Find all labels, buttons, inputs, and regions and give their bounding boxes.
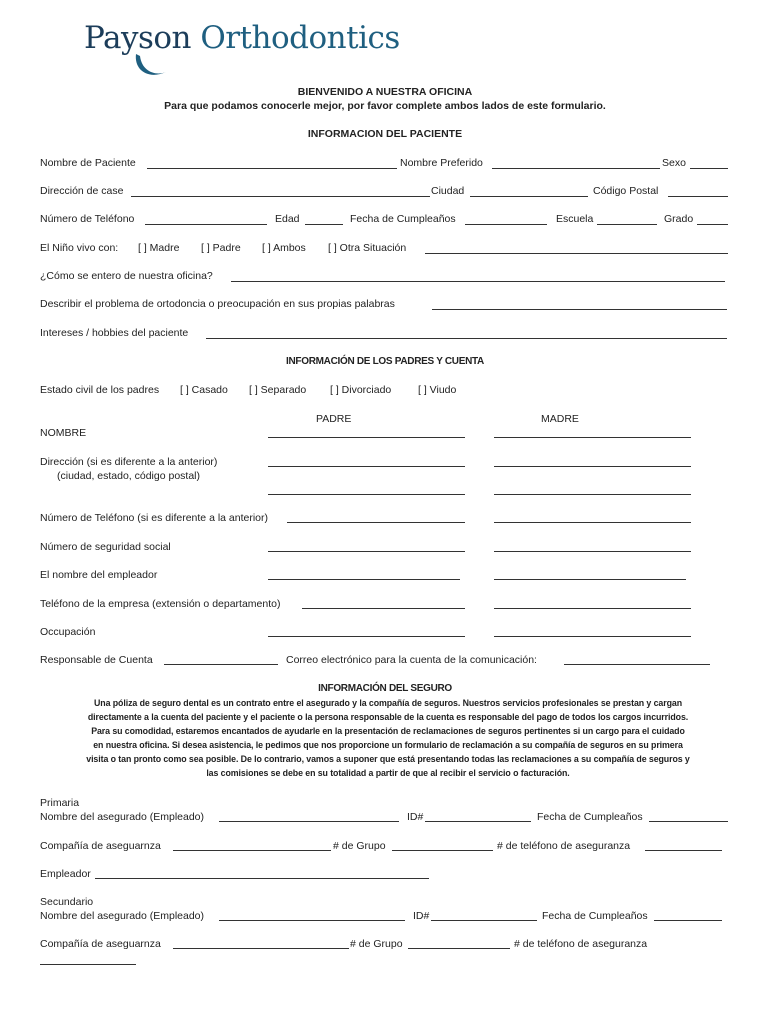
school-label: Escuela [556, 213, 594, 225]
birthday-field[interactable] [465, 224, 547, 225]
parent-name-label: NOMBRE [40, 427, 87, 439]
parent-address-label: Dirección (si es diferente a la anterior) [40, 456, 218, 468]
logo-word-payson: Payson [84, 20, 191, 56]
age-label: Edad [275, 213, 300, 225]
widowed-checkbox[interactable]: [ ] Viudo [418, 384, 457, 396]
secondary-birthday-label: Fecha de Cumpleaños [542, 910, 648, 922]
secondary-id-field[interactable] [431, 920, 537, 921]
father-occupation-field[interactable] [268, 636, 465, 637]
lives-with-both-checkbox[interactable]: [ ] Ambos [262, 242, 306, 254]
divorced-checkbox[interactable]: [ ] Divorciado [330, 384, 392, 396]
father-address-field-2[interactable] [268, 494, 465, 495]
ssn-label: Número de seguridad social [40, 541, 171, 553]
logo-word-orthodontics: Orthodontics [200, 20, 400, 56]
phone-label: Número de Teléfono [40, 213, 135, 225]
hobbies-label: Intereses / hobbies del paciente [40, 327, 189, 339]
primary-insured-name-field[interactable] [219, 821, 399, 822]
father-employer-field[interactable] [268, 579, 460, 580]
mother-address-field-1[interactable] [494, 466, 691, 467]
address-field[interactable] [131, 196, 430, 197]
married-checkbox[interactable]: [ ] Casado [180, 384, 228, 396]
occupation-label: Occupación [40, 626, 96, 638]
email-field[interactable] [564, 664, 710, 665]
primary-birthday-field[interactable] [649, 821, 728, 822]
insurance-text-line-2: directamente a la cuenta del paciente y el paciente o la persona responsable de la cuenta es responsable del pago de todos los cargos incurridos. [87, 712, 689, 723]
secondary-insured-name-label: Nombre del asegurado (Empleado) [40, 910, 205, 922]
problem-field[interactable] [432, 309, 727, 310]
primary-company-field[interactable] [173, 850, 331, 851]
insurance-text-line-6: las comisiones se debe en su totalidad a partir de que al recibir el servicio o facturación. [206, 768, 570, 779]
primary-group-field[interactable] [392, 850, 493, 851]
parent-address-sublabel: (ciudad, estado, código postal) [57, 470, 201, 482]
parents-section-title: INFORMACIÓN DE LOS PADRES Y CUENTA [286, 356, 484, 367]
referral-field[interactable] [231, 281, 725, 282]
secondary-label: Secundario [40, 896, 94, 908]
father-work-phone-field[interactable] [302, 608, 465, 609]
father-address-field-1[interactable] [268, 466, 465, 467]
city-label: Ciudad [431, 185, 465, 197]
insurance-section-title: INFORMACIÓN DEL SEGURO [318, 683, 452, 694]
age-field[interactable] [305, 224, 343, 225]
lives-with-label: El Niño vivo con: [40, 242, 119, 254]
insurance-text-line-1: Una póliza de seguro dental es un contrato entre el asegurado y la compañía de seguros. Nuestros servicios profesionales se prestan y cargan [94, 698, 682, 709]
hobbies-field[interactable] [206, 338, 727, 339]
sex-label: Sexo [662, 157, 686, 169]
secondary-group-label: # de Grupo [350, 938, 403, 950]
secondary-ins-phone-field[interactable] [40, 964, 136, 965]
welcome-title: BIENVENIDO A NUESTRA OFICINA [297, 86, 473, 98]
insurance-text-line-5: visita o tan pronto como sea posible. De lo contrario, vamos a suponer que está presentando todas las reclamaciones a su compañía de seguros y [86, 754, 690, 765]
insurance-text-line-3: Para su comodidad, estaremos encantados de ayudarle en la presentación de reclamaciones de seguros pertinentes si un cargo para el cuidado [91, 726, 685, 737]
father-name-field[interactable] [268, 437, 465, 438]
logo-swoosh-icon [132, 48, 172, 84]
lives-with-father-checkbox[interactable]: [ ] Padre [201, 242, 241, 254]
insurance-text-line-4: en nuestra oficina. Si desea asistencia, le pedimos que nos proporcione un formulario de reclamación a su compañía de seguros en su primera [93, 740, 683, 751]
city-field[interactable] [470, 196, 588, 197]
primary-id-label: ID# [407, 811, 424, 823]
welcome-subtitle: Para que podamos conocerle mejor, por favor complete ambos lados de este formulario. [164, 100, 606, 112]
zip-field[interactable] [668, 196, 728, 197]
mother-ssn-field[interactable] [494, 551, 691, 552]
secondary-insured-name-field[interactable] [219, 920, 405, 921]
separated-checkbox[interactable]: [ ] Separado [249, 384, 307, 396]
mother-name-field[interactable] [494, 437, 691, 438]
problem-label: Describir el problema de ortodoncia o preocupación en sus propias palabras [40, 298, 395, 310]
secondary-group-field[interactable] [408, 948, 510, 949]
primary-ins-phone-label: # de teléfono de aseguranza [497, 840, 631, 852]
sex-field[interactable] [690, 168, 728, 169]
secondary-ins-phone-label: # de teléfono de aseguranza [514, 938, 648, 950]
patient-name-label: Nombre de Paciente [40, 157, 136, 169]
phone-field[interactable] [145, 224, 267, 225]
primary-employer-field[interactable] [95, 878, 429, 879]
lives-with-other-checkbox[interactable]: [ ] Otra Situación [328, 242, 407, 254]
birthday-label: Fecha de Cumpleaños [350, 213, 456, 225]
address-label: Dirección de case [40, 185, 124, 197]
responsible-label: Responsable de Cuenta [40, 654, 153, 666]
grade-label: Grado [664, 213, 694, 225]
secondary-company-label: Compañía de aseguarnza [40, 938, 161, 950]
primary-insured-name-label: Nombre del asegurado (Empleado) [40, 811, 205, 823]
lives-with-mother-checkbox[interactable]: [ ] Madre [138, 242, 180, 254]
patient-name-field[interactable] [147, 168, 397, 169]
patient-section-title: INFORMACION DEL PACIENTE [307, 128, 463, 140]
primary-employer-label: Empleador [40, 868, 91, 880]
marital-label: Estado civil de los padres [40, 384, 160, 396]
secondary-birthday-field[interactable] [654, 920, 722, 921]
mother-occupation-field[interactable] [494, 636, 691, 637]
preferred-name-field[interactable] [492, 168, 660, 169]
other-situation-field[interactable] [425, 253, 728, 254]
grade-field[interactable] [697, 224, 728, 225]
referral-label: ¿Cómo se entero de nuestra oficina? [40, 270, 213, 282]
secondary-id-label: ID# [413, 910, 430, 922]
mother-address-field-2[interactable] [494, 494, 691, 495]
father-ssn-field[interactable] [268, 551, 465, 552]
preferred-name-label: Nombre Preferido [400, 157, 483, 169]
father-column-header: PADRE [316, 413, 352, 425]
parent-phone-label: Número de Teléfono (si es diferente a la anterior) [40, 512, 269, 524]
primary-ins-phone-field[interactable] [645, 850, 722, 851]
work-phone-label: Teléfono de la empresa (extensión o departamento) [40, 598, 281, 610]
primary-label: Primaria [40, 797, 80, 809]
mother-work-phone-field[interactable] [494, 608, 691, 609]
father-phone-field[interactable] [287, 522, 465, 523]
primary-id-field[interactable] [425, 821, 531, 822]
email-label: Correo electrónico para la cuenta de la comunicación: [286, 654, 537, 666]
primary-birthday-label: Fecha de Cumpleaños [537, 811, 643, 823]
school-field[interactable] [597, 224, 657, 225]
mother-employer-field[interactable] [494, 579, 686, 580]
secondary-company-field[interactable] [173, 948, 349, 949]
primary-group-label: # de Grupo [333, 840, 386, 852]
zip-label: Código Postal [593, 185, 659, 197]
mother-column-header: MADRE [541, 413, 579, 425]
employer-label: El nombre del empleador [40, 569, 158, 581]
primary-company-label: Compañía de aseguarnza [40, 840, 161, 852]
responsible-field[interactable] [164, 664, 278, 665]
mother-phone-field[interactable] [494, 522, 691, 523]
